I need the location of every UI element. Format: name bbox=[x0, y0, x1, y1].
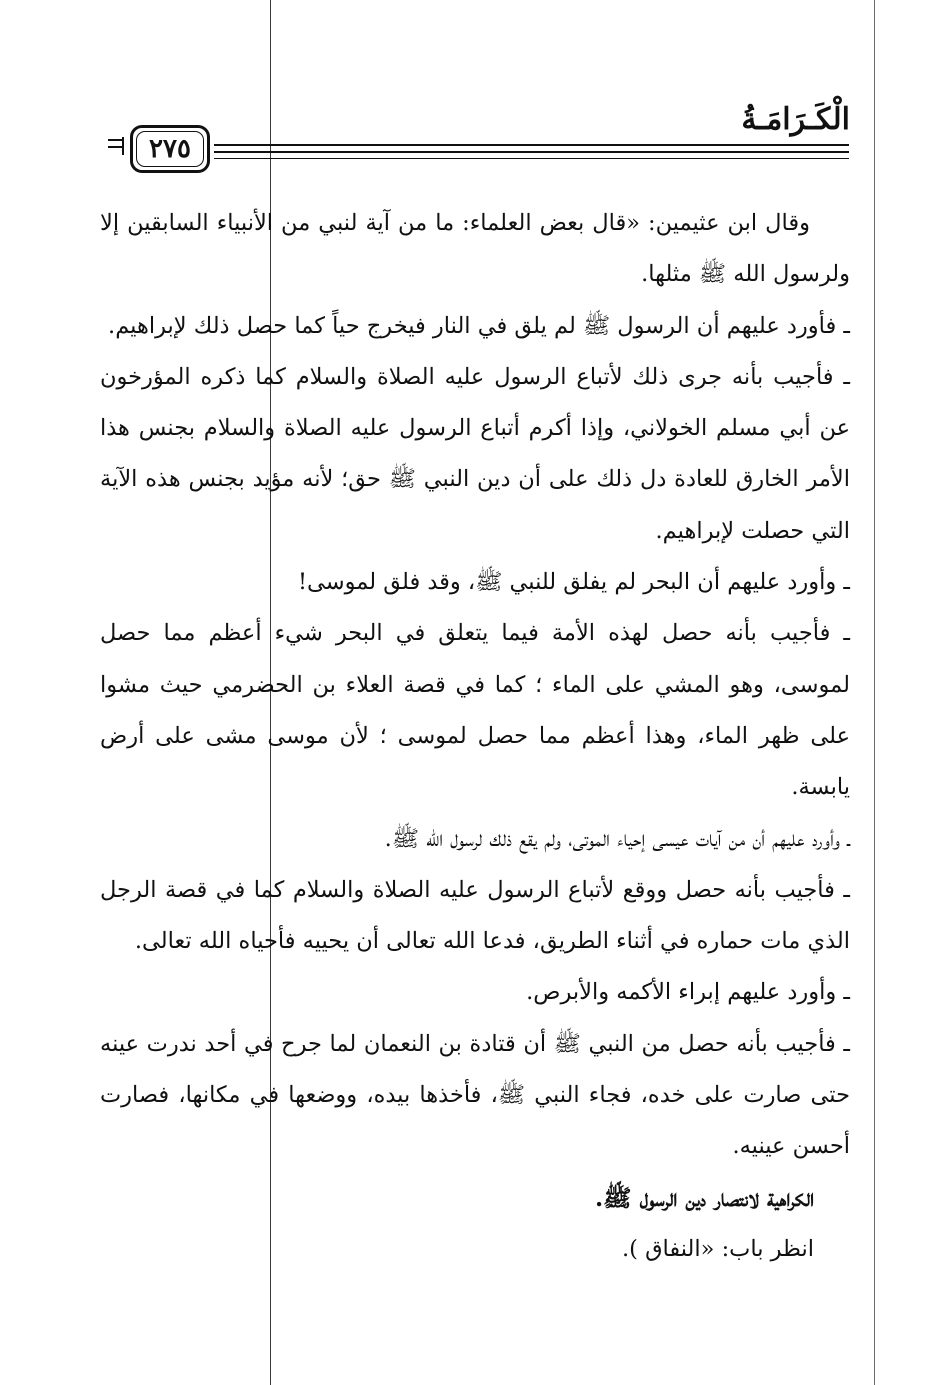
chapter-title: الْكَـرَامَـةُ bbox=[741, 102, 850, 137]
section-heading: الكراهية لانتصار دين الرسول ﷺ. bbox=[594, 1183, 814, 1212]
see-also-reference: انظر باب: «النفاق ). bbox=[621, 1235, 814, 1262]
header-rule bbox=[214, 158, 849, 159]
body-paragraph: ـ فأورد عليهم أن الرسول ﷺ لم يلق في النار فيخرج حياً كما حصل ذلك لإبراهيم. bbox=[108, 312, 850, 339]
page-number: ٢٧٥ bbox=[149, 134, 191, 164]
page-number-frame bbox=[130, 125, 210, 173]
body-paragraph: ـ فأجيب بأنه حصل ووقع لأتباع الرسول عليه الصلاة والسلام كما في قصة الرجل الذي مات حماره في أثناء الطريق، فدعا الله تعالى أن يحييه فأحياه الله تعالى. bbox=[100, 876, 850, 955]
body-paragraph: ـ وأورد عليهم أن البحر لم يفلق للنبي ﷺ، وقد فلق لموسى! bbox=[297, 569, 850, 596]
scan-fold-line bbox=[874, 0, 875, 1385]
body-paragraph: ـ فأجيب بأنه حصل لهذه الأمة فيما يتعلق في البحر شيء أعظم مما حصل لموسى، وهو المشي على الماء ؛ كما في قصة العلاء بن الحضرمي حيث مشوا على ظهر الماء، وهذا أعظم مما حصل لموسى ؛ لأن موسى مشى على أرض يابسة. bbox=[100, 620, 850, 801]
body-paragraph: ـ وأورد عليهم إبراء الأكمه والأبرص. bbox=[526, 979, 850, 1006]
body-paragraph: ـ فأجيب بأنه حصل من النبي ﷺ أن قتادة بن النعمان لما جرح في أحد ندرت عينه حتى صارت على خده، فجاء النبي ﷺ، فأخذها بيده، ووضعها في مكانها، فصارت أحسن عينيه. bbox=[100, 1030, 850, 1160]
page-body bbox=[100, 198, 850, 1275]
body-paragraph: وقال ابن عثيمين: «قال بعض العلماء: ما من آية لنبي من الأنبياء السابقين إلا ولرسول الله ﷺ مثلها. bbox=[100, 210, 850, 288]
page-number-ornament bbox=[108, 137, 124, 155]
body-paragraph: ـ فأجيب بأنه جرى ذلك لأتباع الرسول عليه الصلاة والسلام كما ذكره المؤرخون عن أبي مسلم الخولاني، وإذا أكرم أتباع الرسول عليه الصلاة والسلام بجنس هذا الأمر الخارق للعادة دل ذلك على أن دين النبي ﷺ حق؛ لأنه مؤيد بجنس هذه الآية التي حصلت لإبراهيم. bbox=[100, 363, 850, 544]
header-rule bbox=[214, 144, 849, 146]
body-paragraph: ـ وأورد عليهم أن من آيات عيسى إحياء الموتى، ولم يقع ذلك لرسول الله ﷺ. bbox=[384, 825, 850, 852]
header-rule bbox=[214, 151, 849, 153]
